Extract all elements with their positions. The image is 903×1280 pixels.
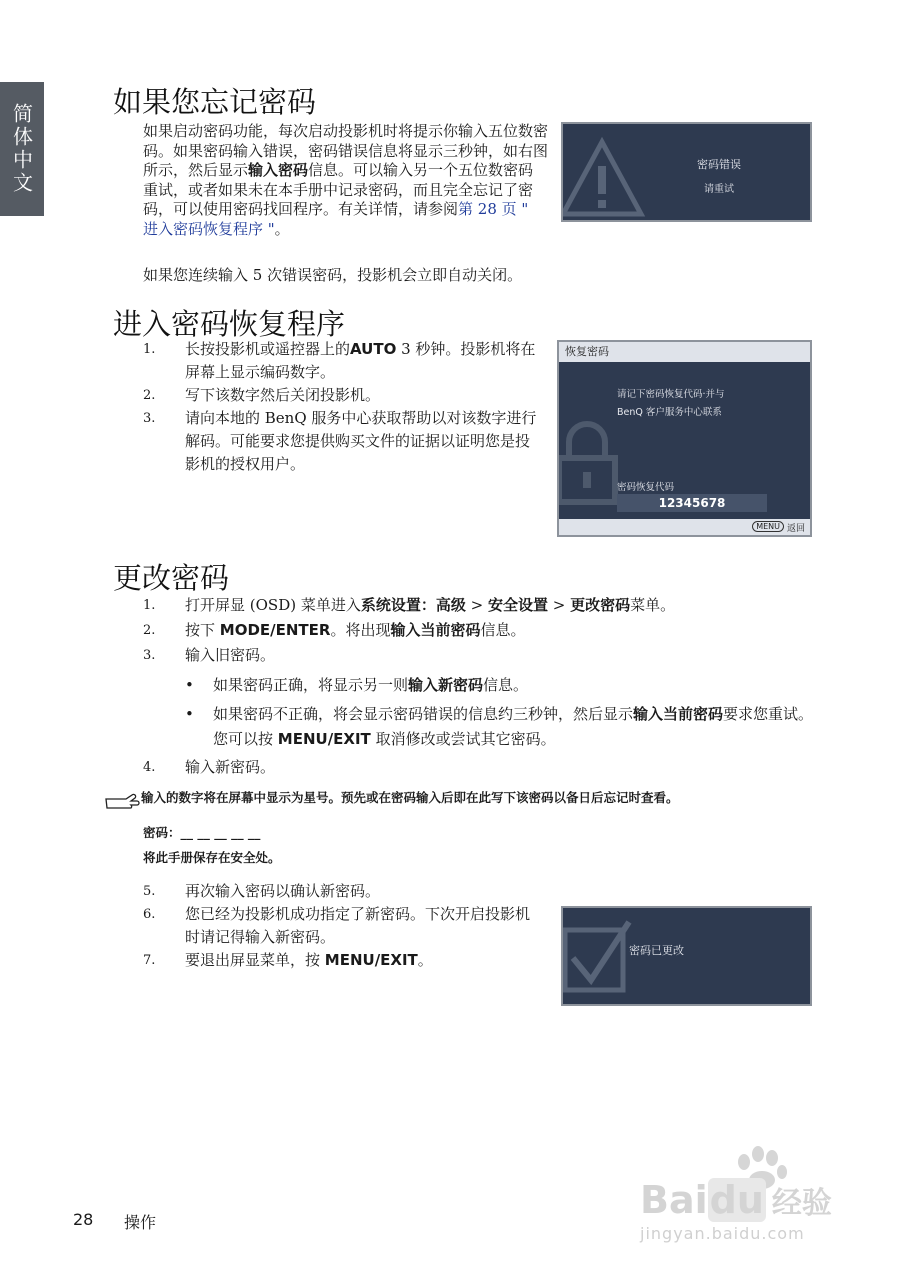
baidu-watermark	[640, 1148, 850, 1248]
list-item: 7. 要退出屏显菜单，按 MENU/EXIT。	[143, 951, 433, 969]
screen-code-label: 密码恢复代码	[617, 482, 675, 493]
watermark-brand: Baidu 经验	[640, 1178, 832, 1222]
warning-icon	[561, 128, 647, 222]
checkbox-checked-icon	[561, 914, 639, 1006]
list-item: 2. 写下该数字然后关闭投影机。	[143, 386, 381, 404]
recovery-steps	[143, 338, 538, 476]
list-item: 4. 输入新密码。	[143, 758, 276, 776]
screen-error-line2: 请重试	[704, 184, 734, 195]
screen-back-label: 返回	[786, 524, 805, 534]
screen-title-bar: 恢复密码	[559, 342, 810, 362]
change-password-steps	[143, 594, 823, 779]
page-28-link[interactable]: 第 28 页 " 进入密码恢复程序 "	[143, 200, 529, 238]
list-item: 2. 按下 MODE/ENTER。将出现输入当前密码信息。	[143, 621, 526, 639]
keep-safe-note: 将此手册保存在安全处。	[143, 850, 281, 865]
list-item: 5. 再次输入密码以确认新密码。	[143, 882, 381, 900]
password-bullets	[185, 673, 823, 752]
password-record-line: 密码：__ __ __ __ __	[143, 825, 261, 840]
section-title-password-recovery: 进入密码恢复程序	[113, 307, 346, 341]
watermark-url: jingyan.baidu.com	[640, 1224, 805, 1243]
auto-shutdown-paragraph: 如果您连续输入 5 次错误密码，投影机会立即自动关闭。	[143, 266, 523, 284]
screen-recover-line2: BenQ 客户服务中心联系	[617, 407, 722, 418]
list-item: 1. 长按投影机或遥控器上的AUTO 3 秒钟。投影机将在屏幕上显示编码数字。	[143, 340, 536, 381]
recover-password-screen	[557, 340, 812, 537]
screen-error-line1: 密码错误	[697, 158, 741, 171]
footer-section-label: 操作	[124, 1213, 157, 1232]
screen-changed-message: 密码已更改	[629, 944, 684, 957]
menu-button-icon: MENU	[752, 521, 784, 532]
password-changed-screen	[561, 906, 812, 1006]
section-title-change-password: 更改密码	[113, 561, 230, 595]
list-item: 6. 您已经为投影机成功指定了新密码。下次开启投影机时请记得输入新密码。	[143, 905, 531, 946]
pointing-hand-icon	[104, 791, 140, 809]
language-side-tab: 简体中文	[0, 82, 44, 216]
list-item: • 如果密码不正确，将会显示密码错误的信息约三秒钟，然后显示输入当前密码要求您重试。您可以按 MENU/EXIT 取消修改或尝试其它密码。	[185, 705, 814, 748]
change-password-steps-cont	[143, 880, 538, 972]
password-error-screen	[561, 122, 812, 222]
section-title-forgot-password: 如果您忘记密码	[113, 85, 317, 119]
screen-footer-bar	[559, 519, 810, 535]
list-item: 3. 请向本地的 BenQ 服务中心获取帮助以对该数字进行解码。可能要求您提供购买文件的证据以证明您是投影机的授权用户。	[143, 409, 537, 473]
lock-icon	[557, 420, 625, 510]
list-item: 3. 输入旧密码。 • 如果密码正确，将显示另一则输入新密码信息。 • 如果密码不正确，将会显示密码错误的信息约三秒钟，然后显示输入当前密码要求您重试。您可以按 MENU/EXIT 取消修改或尝试其它密码。	[143, 644, 823, 752]
screen-recover-line1: 请记下密码恢复代码·并与	[617, 389, 725, 400]
forgot-password-paragraph: 如果启动密码功能，每次启动投影机时将提示你输入五位数密码。如果密码输入错误，密码错误信息将显示三秒钟，如右图所示，然后显示输入密码信息。可以输入另一个五位数密码重试，或者如果未在本手册中记录密码，而且完全忘记了密码，可以使用密码找回程序。有关详情，请参阅第 28 页 " 进入密码恢复程序 "。	[143, 122, 549, 238]
list-item: • 如果密码正确，将显示另一则输入新密码信息。	[185, 676, 529, 694]
list-item: 1. 打开屏显 (OSD) 菜单进入系统设置：高级 > 安全设置 > 更改密码菜单。	[143, 596, 676, 614]
page-number: 28	[73, 1210, 94, 1229]
recovery-code-field: 12345678	[617, 494, 767, 512]
asterisk-note: 输入的数字将在屏幕中显示为星号。预先或在密码输入后即在此写下该密码以备日后忘记时查看。	[141, 790, 679, 805]
